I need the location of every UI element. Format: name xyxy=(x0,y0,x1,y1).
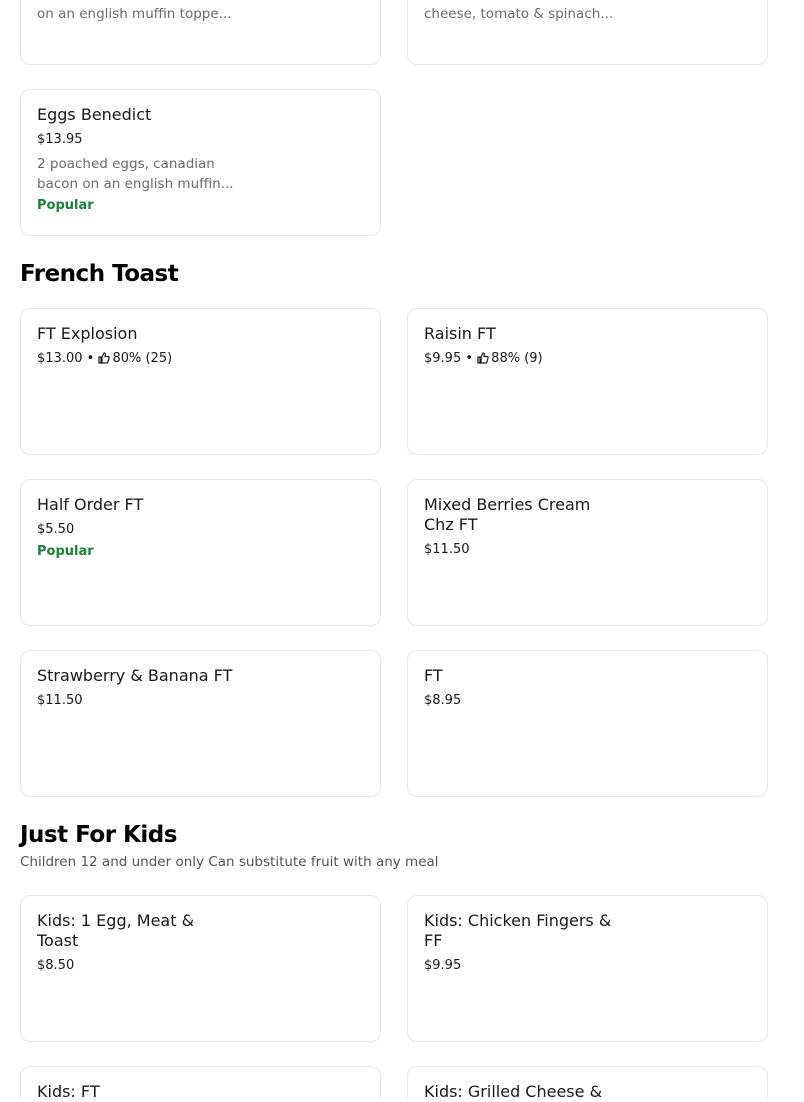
item-description: on an english muffin toppe... xyxy=(37,6,232,22)
item-name: Kids: FT xyxy=(37,1082,100,1101)
menu-item-card[interactable] xyxy=(407,308,768,455)
popular-badge: Popular xyxy=(37,544,94,559)
menu-item-card[interactable] xyxy=(407,650,768,797)
item-meta xyxy=(424,349,604,371)
item-price: $8.50 xyxy=(37,958,75,973)
menu-item-card[interactable] xyxy=(407,1066,768,1101)
section-title: French Toast xyxy=(20,261,179,287)
item-name: Eggs Benedict xyxy=(37,105,152,124)
meta-separator: • xyxy=(86,351,95,366)
menu-item-card[interactable] xyxy=(20,650,381,797)
menu-item-card[interactable] xyxy=(407,479,768,626)
thumbs-up-icon xyxy=(477,351,489,371)
item-price: $9.95 xyxy=(424,958,462,973)
item-description: cheese, tomato & spinach... xyxy=(424,6,614,22)
item-name: Mixed Berries Cream Chz FT xyxy=(424,495,591,534)
item-price: $5.50 xyxy=(37,522,75,537)
item-name: Half Order FT xyxy=(37,495,144,514)
menu-item-card[interactable] xyxy=(20,0,381,65)
item-rating: 80% (25) xyxy=(112,351,173,366)
item-price: $13.95 xyxy=(37,132,83,147)
menu-item-card[interactable] xyxy=(20,479,381,626)
meta-separator: • xyxy=(465,351,474,366)
popular-badge: Popular xyxy=(37,198,94,213)
menu-item-card[interactable] xyxy=(20,1066,381,1101)
item-name: FT Explosion xyxy=(37,324,138,343)
item-price: $11.50 xyxy=(424,542,470,557)
menu-item-card[interactable] xyxy=(20,895,381,1042)
menu-item-card[interactable] xyxy=(20,89,381,236)
section-subtitle: Children 12 and under only Can substitute fruit with any meal xyxy=(20,854,439,870)
item-rating: 88% (9) xyxy=(491,351,543,366)
item-name: Kids: Chicken Fingers & FF xyxy=(424,911,612,950)
menu-item-card[interactable] xyxy=(20,308,381,455)
item-name: FT xyxy=(424,666,443,685)
menu-item-card[interactable] xyxy=(407,0,768,65)
item-name: Kids: 1 Egg, Meat & Toast xyxy=(37,911,195,950)
item-price: $13.00 xyxy=(37,351,83,366)
menu-item-card[interactable] xyxy=(407,895,768,1042)
item-meta xyxy=(37,349,217,371)
item-price: $8.95 xyxy=(424,693,462,708)
section-title: Just For Kids xyxy=(20,822,177,848)
item-name: Kids: Grilled Cheese & xyxy=(424,1082,603,1101)
item-price: $11.50 xyxy=(37,693,83,708)
thumbs-up-icon xyxy=(98,351,110,371)
item-price: $9.95 xyxy=(424,351,462,366)
item-description: 2 poached eggs, canadian bacon on an english muffin... xyxy=(37,156,234,192)
item-name: Raisin FT xyxy=(424,324,496,343)
item-name: Strawberry & Banana FT xyxy=(37,666,233,685)
